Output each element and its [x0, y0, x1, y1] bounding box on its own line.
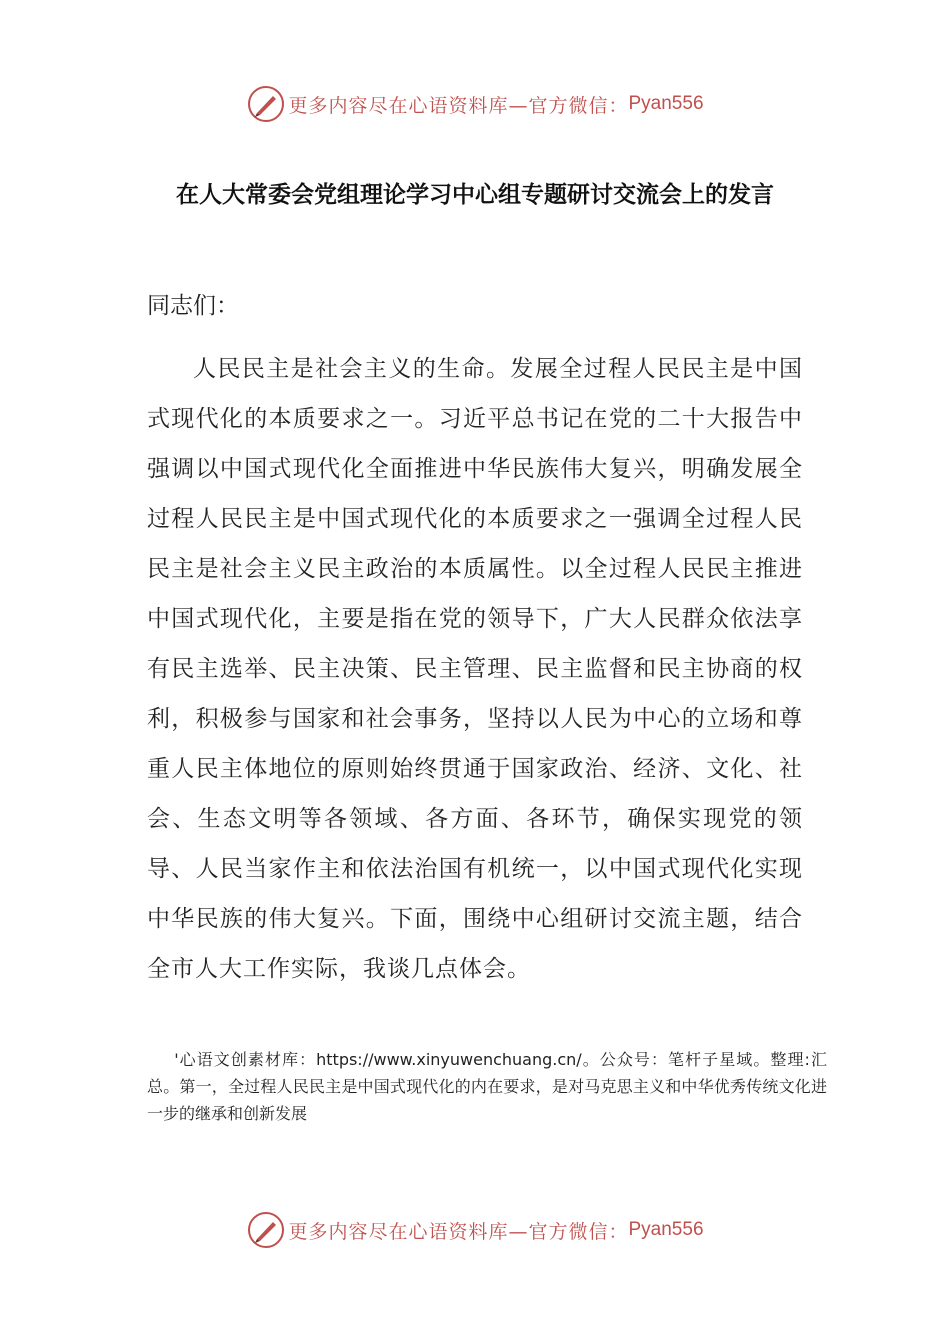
header-watermark-banner [0, 82, 950, 126]
greeting: 同志们： [147, 293, 239, 319]
banner-wechat-handle: Pyan556 [628, 1219, 704, 1240]
body-paragraph: 人民民主是社会主义的生命。发展全过程人民民主是中国式现代化的本质要求之一。习近平总书记在党的二十大报告中强调以中国式现代化全面推进中华民族伟大复兴，明确发展全过程人民民主是中国式现代化的本质要求之一强调全过程人民民主是社会主义民主政治的本质属性。以全过程人民民主推进中国式现代化，主要是指在党的领导下，广大人民群众依法享有民主选举、民主决策、民主管理、民主监督和民主协商的权利，积极参与国家和社会事务，坚持以人民为中心的立场和尊重人民主体地位的原则始终贯通于国家政治、经济、文化、社会、生态文明等各领域、各方面、各环节，确保实现党的领导、人民当家作主和依法治国有机统一，以中国式现代化实现中华民族的伟大复兴。下面，围绕中心组研讨交流主题，结合全市人大工作实际，我谈几点体会。 [147, 356, 803, 982]
banner-text: 更多内容尽在心语资料库—官方微信： [288, 94, 629, 117]
banner-text: 更多内容尽在心语资料库—官方微信： [288, 1220, 629, 1243]
banner-wechat-handle: Pyan556 [628, 93, 704, 114]
footnote-text: '心语文创素材库：https://www.xinyuwenchuang.cn/。公众号：笔杆子星域。整理:汇总。第一，全过程人民民主是中国式现代化的内在要求，是对马克思主义和中华优秀传统文化进一步的继承和创新发展 [147, 1050, 827, 1123]
document-title: 在人大常委会党组理论学习中心组专题研讨交流会上的发言 [176, 182, 774, 208]
pen-logo-icon [246, 1210, 286, 1250]
pen-logo-icon [246, 84, 286, 124]
footer-watermark-banner [0, 1208, 950, 1252]
